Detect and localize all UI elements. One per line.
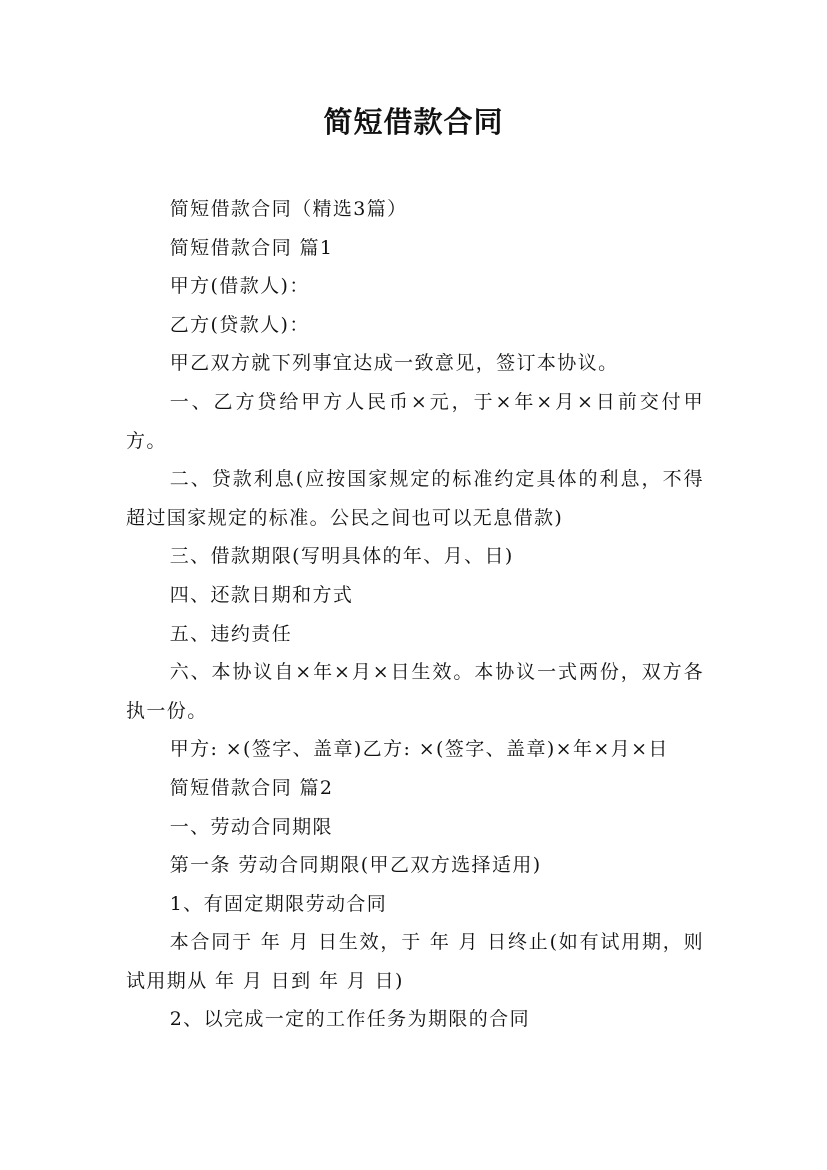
paragraph-clause: 2、以完成一定的工作任务为期限的合同 [169, 1008, 530, 1031]
paragraph-clause: 1、有固定期限劳动合同 [169, 892, 388, 915]
paragraph-clause: 六、本协议自×年×月×日生效。本协议一式两份，双方各执一份。 [126, 661, 704, 722]
paragraph-clause: 第一条 劳动合同期限(甲乙双方选择适用) [169, 854, 542, 877]
paragraph-section-heading: 简短借款合同 篇1 [169, 236, 334, 259]
paragraph-party-a: 甲方(借款人)： [169, 275, 310, 298]
paragraph-clause: 一、乙方贷给甲方人民币×元，于×年×月×日前交付甲方。 [126, 390, 704, 452]
paragraph-clause: 四、还款日期和方式 [169, 583, 354, 606]
paragraph-section-heading: 简短借款合同 篇2 [169, 776, 334, 799]
paragraph-party-b: 乙方(贷款人)： [169, 313, 310, 336]
paragraph-agreement: 甲乙双方就下列事宜达成一致意见，签订本协议。 [169, 352, 619, 375]
document-title: 简短借款合同 [323, 105, 504, 139]
paragraph-signature: 甲方: ×(签字、盖章)乙方: ×(签字、盖章)×年×月×日 [169, 738, 669, 761]
paragraph-clause: 五、违约责任 [169, 622, 293, 645]
paragraph-clause: 三、借款期限(写明具体的年、月、日) [169, 545, 514, 568]
paragraph-clause: 本合同于 年 月 日生效，于 年 月 日终止(如有试用期，则试用期从 年 月 日到 年 月 日) [126, 931, 704, 992]
document-body [126, 190, 704, 1039]
paragraph-clause: 二、贷款利息(应按国家规定的标准约定具体的利息，不得超过国家规定的标准。公民之间也可以无息借款) [126, 468, 704, 529]
paragraph-subtitle: 简短借款合同（精选3篇） [169, 198, 408, 220]
paragraph-clause: 一、劳动合同期限 [169, 815, 333, 838]
